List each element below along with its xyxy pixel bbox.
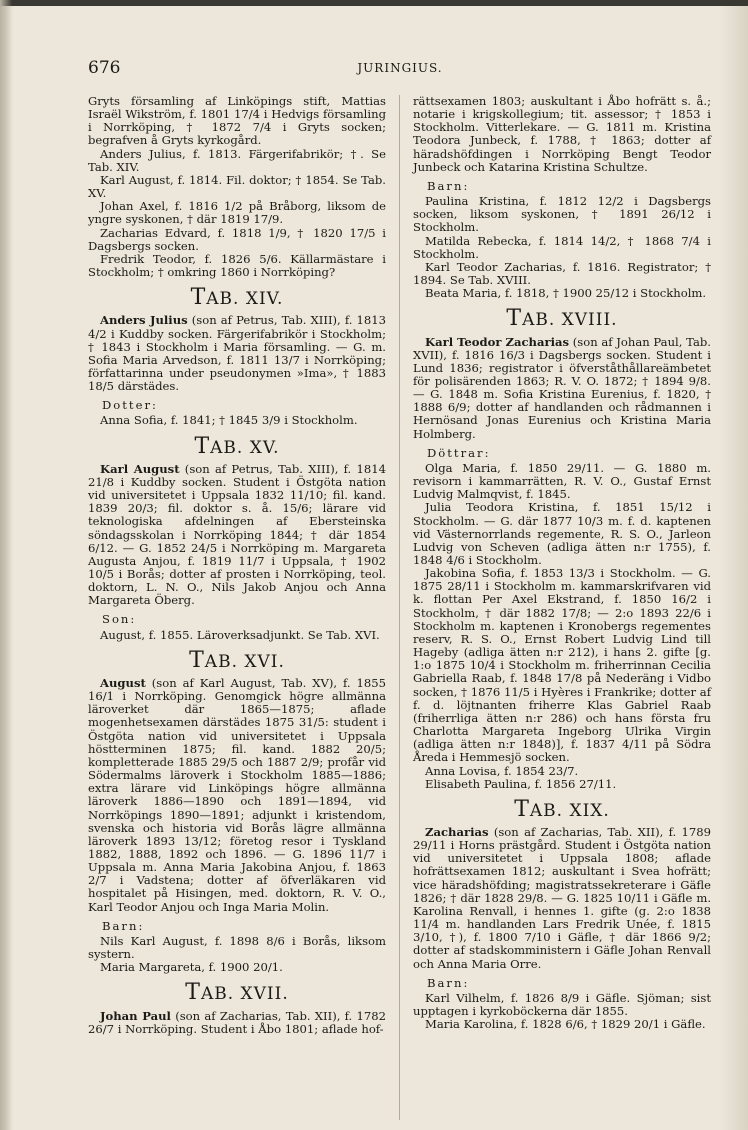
scan-binding-shadow [0,0,12,1130]
entry-text: Nils Karl August, f. 1898 8/6 i Borås, liksom systern. [88,933,386,962]
children-label: Barn: [427,178,470,193]
entry-paragraph [88,200,386,226]
table-heading-rest: AB. XV. [210,437,280,458]
table-heading [88,433,386,459]
table-heading-rest: AB. XVII. [200,984,289,1005]
entry-paragraph [88,961,386,974]
entry-name: Zacharias [425,824,489,839]
entry-paragraph [88,463,386,608]
table-heading [413,796,711,822]
entry-text: (son af Petrus, Tab. XIII), f. 1814 21/8 i Kuddby socken. Student i Östgöta nation vid universitetet i Uppsala 1832 11/10; fil. kand. 1839 20/3; fil. doktor s. å. 15/6; lärare vid teknologiska afdelningen af Ebersteinska söndagsskolan i Norrköping 1844; † där 1854 6/12. — G. 1852 24/5 i Norrköping m. Margareta Augusta Anjou, f. 1819 11/7 i Uppsala, † 1902 10/5 i Borås; dotter af prosten i Norrköping, teol. doktorn, L. N. O., Nils Jakob Anjou och Anna Margareta Öberg. [88,461,386,608]
scan-top-edge [0,0,748,6]
entry-text: Paulina Kristina, f. 1812 12/2 i Dagsbergs socken, liksom syskonen, † 1891 26/12 i Stockholm. [413,194,711,235]
entry-text: August, f. 1855. Läroverksadjunkt. Se Tab. XVI. [100,627,380,642]
entry-paragraph [413,462,711,501]
table-heading-initial: T [514,796,530,822]
entry-text: (son af Karl August, Tab. XV), f. 1855 16/1 i Norrköping. Genomgick högre allmänna läroverket där 1865—1875; aflade mogenhetsexamen därstädes 1875 31/5: student i Östgöta nation vid universitetet i Uppsala höstterminen 1875; fil. kand. 1882 20/5; kompletterade 1885 29/5 och 1887 2/9; profår vid Södermalms läroverk i Stockholm 1885—1886; extra lärare vid Linköpings högre allmänna läroverk 1886—1890 och 1891—1894, vid Norrköpings 1890—1891; adjunkt i kristendom, svenska och historia vid Borås lägre allmänna läroverk 1893 13/12; företog resor i Tyskland 1882, 1888, 1892 och 1896. — G. 1896 11/7 i Uppsala m. Anna Maria Jakobina Anjou, f. 1863 2/7 i Vadstena; dotter af öfverläkaren vid hospitalet på Hisingen, med. doktorn, R. V. O., Karl Teodor Anjou och Inga Maria Molin. [88,675,386,914]
entry-text: Julia Teodora Kristina, f. 1851 15/12 i Stockholm. — G. där 1877 10/3 m. f. d. kaptenen vid Västernorrlands regemente, R. S. O., Jarleon Ludvig von Scheven (adliga ätten n:r 1755), f. 1848 4/6 i Stockholm. [413,500,711,567]
entry-text: Johan Axel, f. 1816 1/2 på Bråborg, liksom de yngre syskonen, † där 1819 17/9. [88,199,386,227]
entry-paragraph [88,1010,386,1036]
entry-paragraph [413,95,711,174]
children-label: Son: [102,612,137,627]
entry-paragraph [88,314,386,393]
children-label: Döttrar: [427,445,491,460]
entry-paragraph [413,336,711,441]
entry-name: August [100,675,146,690]
entry-name: Anders Julius [100,313,188,328]
table-heading-initial: T [194,433,211,459]
page-number: 676 [88,58,121,78]
table-heading [413,306,711,332]
entry-paragraph [413,778,711,791]
entry-text: (son af Petrus, Tab. XIII), f. 1813 4/2 i Kuddby socken. Färgerifabrikör i Stockholm; † 1843 i Stockholm i Maria församling. — G. m. Sofia Maria Arvedson, f. 1811 13/7 i Norrköping; författarinna under pseudonymen »Ima», † 1883 18/5 därstädes. [88,313,386,394]
entry-text: Anna Sofia, f. 1841; † 1845 3/9 i Stockholm. [100,413,358,428]
entry-paragraph [88,227,386,253]
children-label: Dotter: [102,398,158,413]
children-label: Barn: [102,918,145,933]
entry-paragraph [413,1018,711,1031]
entry-paragraph [413,992,711,1018]
table-heading-initial: T [185,980,201,1006]
entry-text: Maria Margareta, f. 1900 20/1. [100,960,283,975]
entry-text: (son af Zacharias, Tab. XII), f. 1782 26/7 i Norrköping. Student i Åbo 1801; aflade hof- [88,1008,386,1036]
entry-text: Anna Lovisa, f. 1854 23/7. [425,763,579,778]
entry-text: Elisabeth Paulina, f. 1856 27/11. [425,776,617,791]
entry-text: rättsexamen 1803; auskultant i Åbo hofrätt s. å.; notarie i krigskollegium; tit. assessor; † 1853 i Stockholm. Vitterlekare. — G. 1811 m. Kristina Teodora Junbeck, f. 1788, † 1863; dotter af häradshöfdingen i Norrköping Bengt Teodor Junbeck och Katarina Kristina Schultze. [413,94,711,174]
left-column [88,95,386,1036]
entry-text: (son af Zacharias, Tab. XII), f. 1789 29/11 i Horns prästgård. Student i Östgöta nation vid universitetet i Uppsala 1808; aflade hofrättsexamen 1812; auskultant i Svea hofrätt; vice häradshöfding; magistratssekreterare i Gäfle 1826; † där 1828 29/8. — G. 1825 10/11 i Gäfle m. Karolina Renvall, i hennes 1. gifte (g. 2:o 1838 11/4 m. handlanden Lars Fredrik Unée, f. 1815 3/10, †), f. 1800 7/10 i Gäfle, † där 1866 9/2; dotter af stadskomministern i Gäfle Johan Renvall och Anna Maria Orre. [413,824,711,971]
table-heading-rest: AB. XIV. [206,289,284,310]
entry-text: (son af Johan Paul, Tab. XVII), f. 1816 16/3 i Dagsbergs socken. Student i Lund 1836; registrator i öfverståthållarеämbetet för polisärenden 1863; R. V. O. 1872; † 1894 9/8. — G. 1848 m. Sofia Kristina Eurenius, f. 1820, † 1888 6/9; dotter af handlanden och rådmannen i Hernösand Jonas Eurenius och Kristina Maria Holmberg. [413,334,711,441]
column-divider [399,95,400,1120]
table-heading [88,980,386,1006]
entry-text: Matilda Rebecka, f. 1814 14/2, † 1868 7/4 i Stockholm. [413,233,711,261]
page-header [88,58,712,84]
entry-text: Beata Maria, f. 1818, † 1900 25/12 i Stockholm. [425,286,707,301]
entry-paragraph [413,261,711,287]
entry-paragraph [413,567,711,764]
entry-text: Jakobina Sofia, f. 1853 13/3 i Stockholm. — G. 1875 28/11 i Stockholm m. kammarskrifvaren vid k. flottan Per Axel Ekstrand, f. 1850 16/2 i Stockholm, † där 1882 17/8; — 2:o 1893 22/6 i Stockholm m. kaptenen i Kronobergs regementes reserv, R. S. O., Ernst Robert Ludvig Lind till Hageby (adliga ätten n:r 212), i hans 2. gifte [g. 1:o 1875 10/4 i Stockholm m. friherrinnan Cecilia Gabriella Raab, f. 1848 17/8 på Nederäng i Vidbo socken, † 1876 11/5 i Hyères i Frankrike; dotter af f. d. löjtnanten friherre Klas Gabriel Raab (friherrliga ätten n:r 286) och hans första fru Charlotta Margareta Ingeborg Ulrika Virgin (adliga ätten n:r 1848)], f. 1837 4/11 på Södra Åreda i Hemmesjö socken. [413,566,711,765]
table-heading-initial: T [189,647,205,673]
entry-text: Karl August, f. 1814. Fil. doktor; † 1854. Se Tab. XV. [88,172,386,201]
entry-paragraph [88,629,386,642]
entry-paragraph [413,195,711,234]
children-label: Barn: [427,975,470,990]
entry-paragraph [88,174,386,200]
entry-paragraph [88,677,386,914]
entry-text: Karl Teodor Zacharias, f. 1816. Registrator; † 1894. Se Tab. XVIII. [413,259,711,288]
entry-text: Maria Karolina, f. 1828 6/6, † 1829 20/1 i Gäfle. [425,1017,706,1032]
right-column [413,95,711,1031]
table-heading-initial: T [506,306,523,332]
entry-paragraph [88,148,386,174]
entry-name: Karl August [100,461,180,476]
entry-text: Anders Julius, f. 1813. Färgerifabrikör; †. Se Tab. XIV. [88,146,386,174]
entry-name: Johan Paul [100,1008,171,1023]
entry-text: Olga Maria, f. 1850 29/11. — G. 1880 m. revisorn i kammarrätten, R. V. O., Gustaf Ernst Ludvig Malmqvist, f. 1845. [413,460,711,502]
entry-text: Karl Vilhelm, f. 1826 8/9 i Gäfle. Sjöman; sist upptagen i kyrkoböckerna där 1855. [413,990,711,1018]
table-heading-rest: AB. XVI. [204,651,285,672]
entry-paragraph [413,287,711,300]
table-heading-rest: AB. XVIII. [522,310,618,331]
table-heading [88,647,386,673]
entry-paragraph [413,826,711,971]
table-heading-initial: T [190,285,207,311]
entry-text: Zacharias Edvard, f. 1818 1/9, † 1820 17/5 i Dagsbergs socken. [88,225,386,253]
entry-name: Karl Teodor Zacharias [425,334,570,349]
entry-text: Gryts församling af Linköpings stift, Mattias Israël Wikström, f. 1801 17/4 i Hedvigs församling i Norrköping, † 1872 7/4 i Gryts socken; begrafven å Gryts kyrkogård. [88,94,386,148]
entry-paragraph [88,253,386,279]
entry-paragraph [413,501,711,567]
entry-paragraph [88,935,386,961]
entry-text: Fredrik Teodor, f. 1826 5/6. Källarmästare i Stockholm; † omkring 1860 i Norrköping? [88,251,386,280]
table-heading-rest: AB. XIX. [529,800,610,821]
entry-paragraph [413,235,711,261]
entry-paragraph [88,414,386,427]
running-title: JURINGIUS. [357,61,443,75]
table-heading [88,285,386,311]
entry-paragraph [88,95,386,148]
